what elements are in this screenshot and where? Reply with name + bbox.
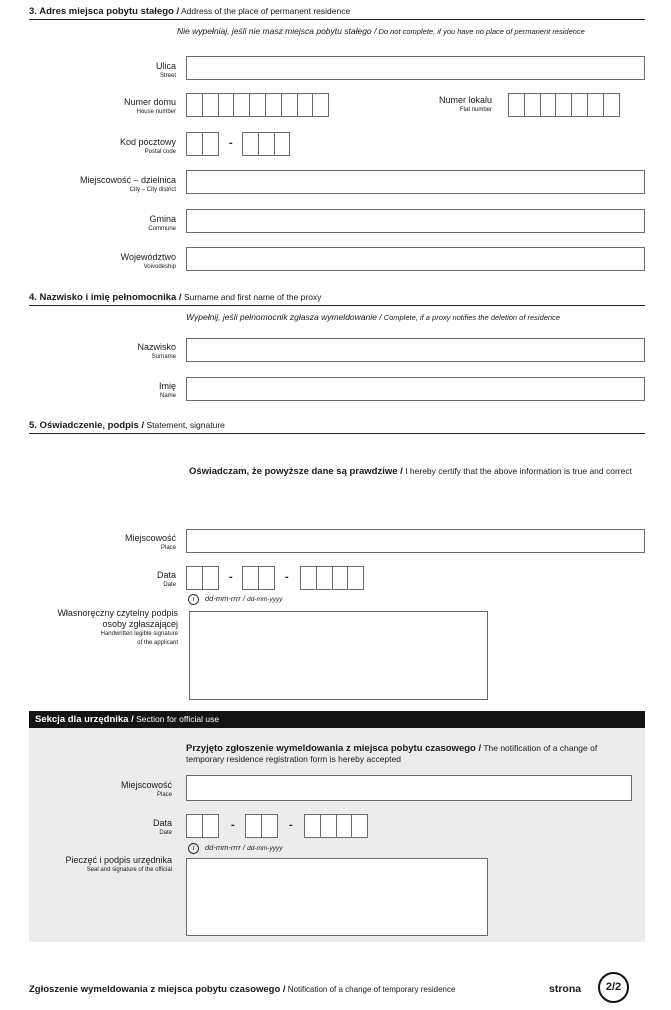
section4-note: Wypełnij, jeśli pełnomocnik zgłasza wymeldowanie / Complete, if a proxy notifies the deletion of residence <box>186 312 561 322</box>
section5-title: 5. Oświadczenie, podpis / Statement, signature <box>29 420 225 431</box>
postal-code-cells-1[interactable] <box>186 132 218 156</box>
signature-label: Własnoręczny czytelny podpis osoby zgłaszającej Handwritten legible signature of the applicant <box>57 608 178 646</box>
official-date-label: Data Date <box>152 818 172 836</box>
date-month-cells[interactable] <box>242 566 274 590</box>
flat-number-cells[interactable] <box>508 93 619 117</box>
official-place-field[interactable] <box>186 775 632 801</box>
accepted-text: Przyjęto zgłoszenie wymeldowania z miejsca pobytu czasowego / The notification of a change of temporary residence registration form is hereby accepted <box>186 743 598 764</box>
official-date-day-cells[interactable] <box>186 814 218 838</box>
official-date-dash-2: - <box>289 819 293 831</box>
name-label: Imię Name <box>158 381 176 399</box>
commune-label: Gmina Commune <box>148 214 176 232</box>
surname-field[interactable] <box>186 338 645 362</box>
info-icon: i <box>188 594 199 605</box>
postal-code-cells-2[interactable] <box>242 132 289 156</box>
date-year-cells[interactable] <box>300 566 363 590</box>
postal-code-label: Kod pocztowy Postal code <box>119 137 176 155</box>
section3-note: Nie wypełniaj, jeśli nie masz miejsca pobytu stałego / Do not complete, if you have no place of permanent residence <box>177 26 585 36</box>
footer-title: Zgłoszenie wymeldowania z miejsca pobytu czasowego / Notification of a change of temporary residence <box>29 984 456 995</box>
date-day-cells[interactable] <box>186 566 218 590</box>
official-date-format-hint: i dd-mm-rrrr / dd-mm-yyyy <box>188 843 282 854</box>
street-field[interactable] <box>186 56 645 80</box>
commune-field[interactable] <box>186 209 645 233</box>
postal-dash: - <box>229 137 233 149</box>
page-number-badge: 2/2 <box>598 972 629 1003</box>
house-number-cells[interactable] <box>186 93 328 117</box>
date-dash-2: - <box>285 571 289 583</box>
city-label: Miejscowość – dzielnica City – City district <box>79 175 176 193</box>
official-seal-box[interactable] <box>186 858 488 936</box>
date-format-hint: i dd-mm-rrrr / dd-mm-yyyy <box>188 594 282 605</box>
section3-rule <box>29 19 645 20</box>
seal-label: Pieczęć i podpis urzędnika Seal and signature of the official <box>65 855 172 873</box>
place-field[interactable] <box>186 529 645 553</box>
official-date-month-cells[interactable] <box>245 814 277 838</box>
section3-title: 3. Adres miejsca pobytu stałego / Address of the place of permanent residence <box>29 6 351 17</box>
voivodeship-label: Województwo Voivodeship <box>120 252 176 270</box>
place-label: Miejscowość Place <box>124 533 176 551</box>
surname-label: Nazwisko Surname <box>137 342 176 360</box>
date-dash-1: - <box>229 571 233 583</box>
page-word: strona <box>549 983 582 995</box>
official-place-label: Miejscowość Place <box>120 780 172 798</box>
house-number-label: Numer domu House number <box>123 97 176 115</box>
city-field[interactable] <box>186 170 645 194</box>
official-date-dash-1: - <box>231 819 235 831</box>
section4-rule <box>29 305 645 306</box>
signature-box[interactable] <box>189 611 488 700</box>
official-section-title: Sekcja dla urzędnika / Section for official use <box>29 711 645 728</box>
voivodeship-field[interactable] <box>186 247 645 271</box>
section5-rule <box>29 433 645 434</box>
flat-number-label: Numer lokalu Flat number <box>438 95 492 113</box>
name-field[interactable] <box>186 377 645 401</box>
info-icon: i <box>188 843 199 854</box>
statement-text: Oświadczam, że powyższe dane są prawdziwe / I hereby certify that the above information is true and correct <box>189 466 632 477</box>
official-date-year-cells[interactable] <box>304 814 367 838</box>
date-label: Data Date <box>156 570 176 588</box>
section4-title: 4. Nazwisko i imię pełnomocnika / Surname and first name of the proxy <box>29 292 322 303</box>
street-label: Ulica Street <box>155 61 176 79</box>
